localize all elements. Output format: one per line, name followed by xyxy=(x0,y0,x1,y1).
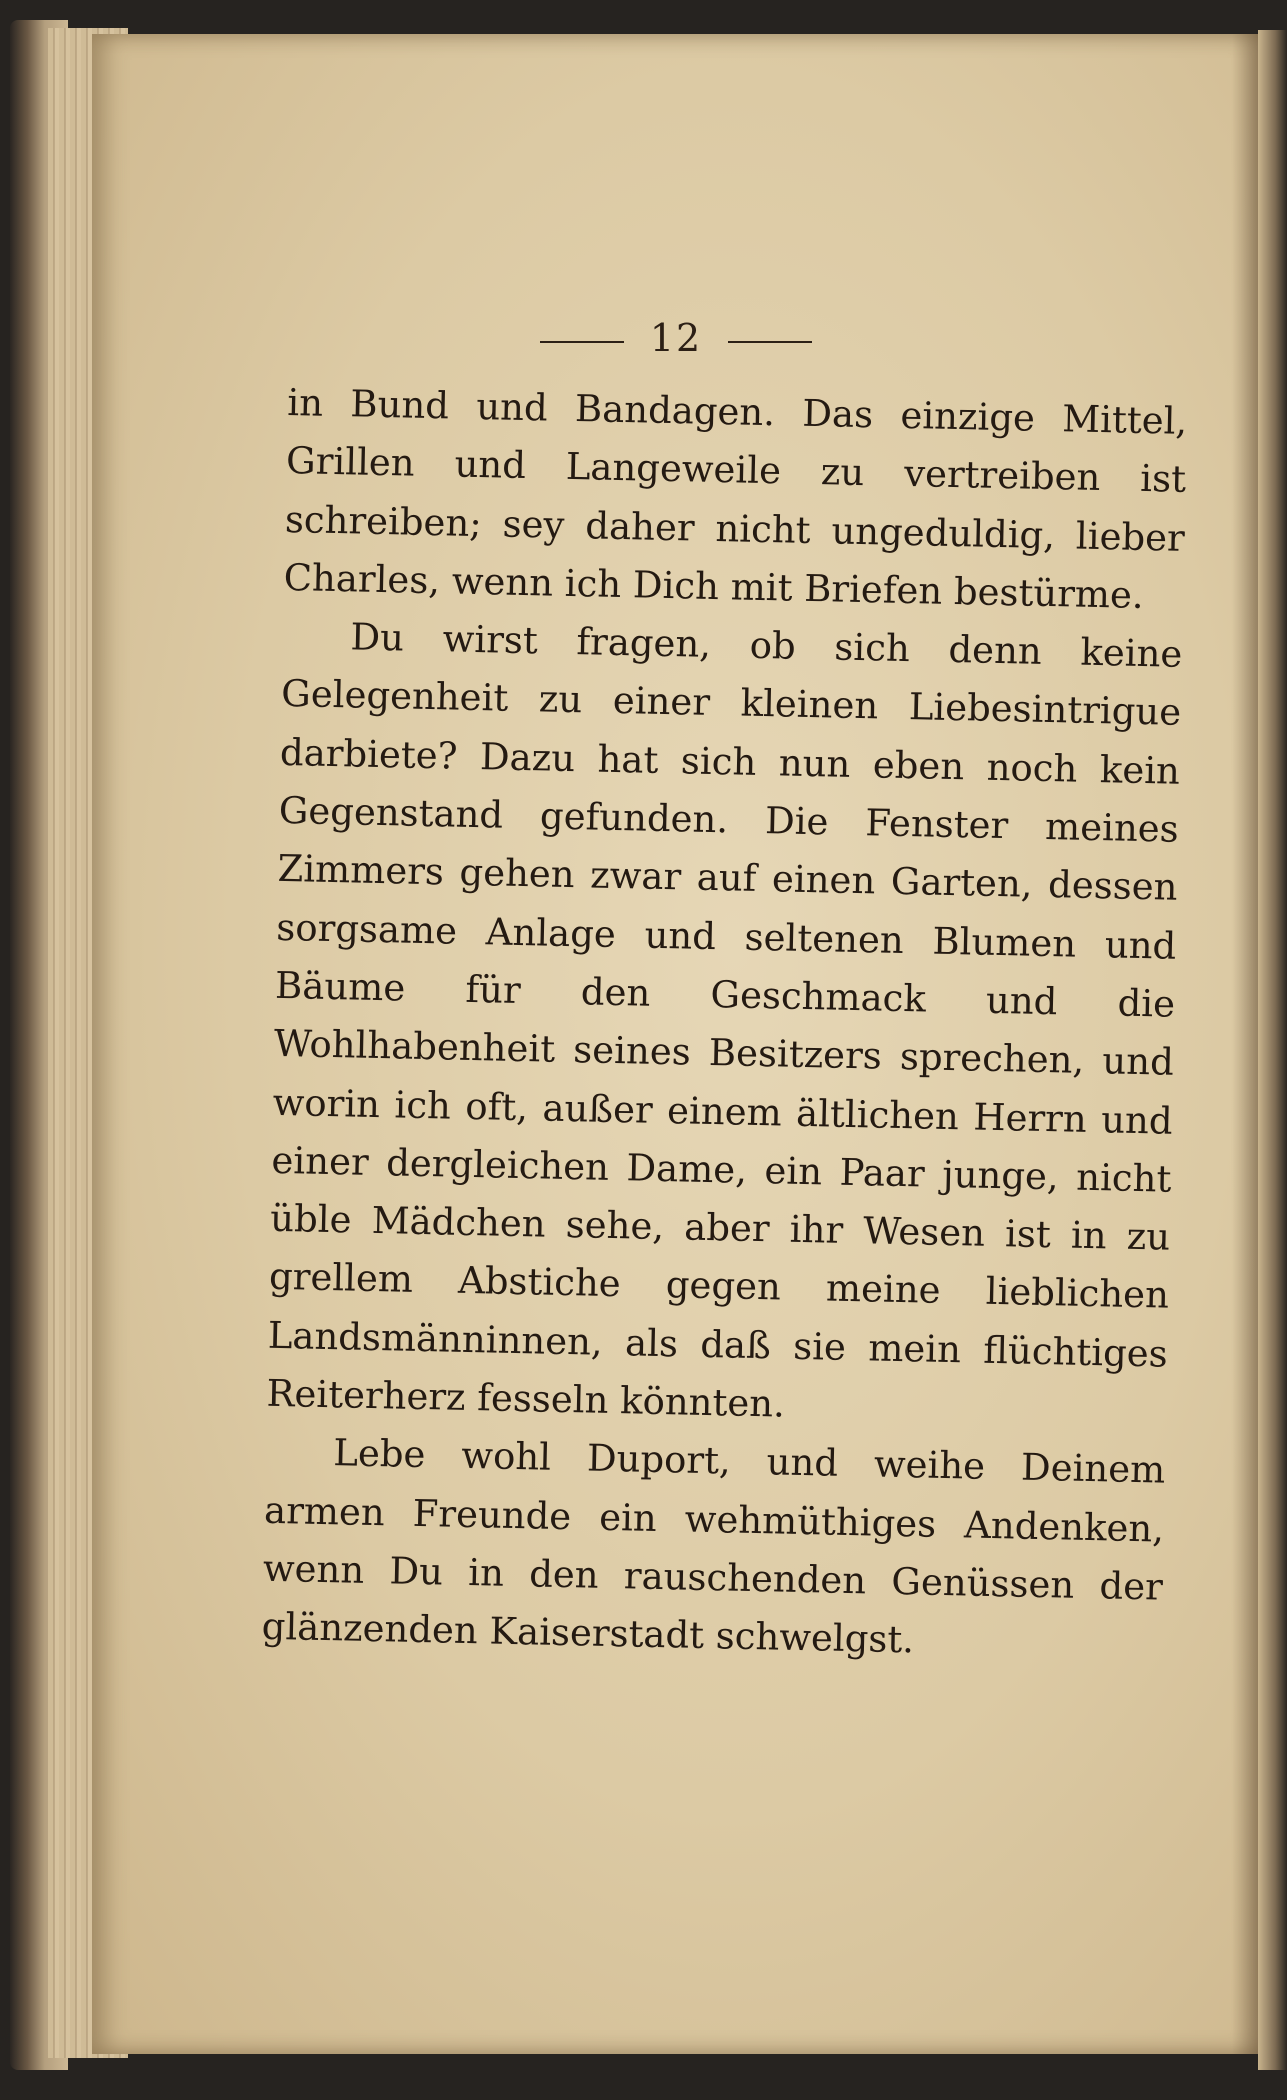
paragraph-2: Du wirst fragen, ob sich denn keine Gelegenheit zu einer kleinen Liebesintrigue darbiete? Dazu hat sich nun eben noch kein Gegenstand gefunden. Die Fenster meines Zimmers gehen zwar auf einen Garten, dessen sorgsame Anlage und seltenen Blumen und Bäume für den Geschmack und die Wohlhabenheit seines Besitzers sprechen, und worin ich oft, außer einem ältlichen Herrn und einer dergleichen Dame, ein Paar junge, nicht üble Mädchen sehe, aber ihr Wesen ist in zu grellem Abstiche gegen meine lieblichen Landsmänninnen, als daß sie mein flüchtiges Reiterherz fesseln könnten. xyxy=(266,615,1183,1426)
facing-page-edge xyxy=(1258,30,1287,2070)
header-rule-left xyxy=(540,341,624,343)
paragraph-3: Lebe wohl Duport, und weihe Deinem armen Freunde ein wehmüthiges Andenken, wenn Du in den rauschenden Genüssen der glänzenden Kaiserstadt schwelgst. xyxy=(261,1431,1166,1662)
page-header xyxy=(92,316,1260,360)
page-number: 12 xyxy=(649,316,703,360)
paragraph-1: in Bund und Bandagen. Das einzige Mittel, Grillen und Langeweile zu vertreiben ist schreiben; sey daher nicht ungeduldig, lieber Charles, wenn ich Dich mit Briefen bestürme. xyxy=(283,380,1188,617)
header-rule-right xyxy=(728,341,812,343)
book-page xyxy=(92,34,1260,2054)
body-text xyxy=(261,374,1188,1675)
